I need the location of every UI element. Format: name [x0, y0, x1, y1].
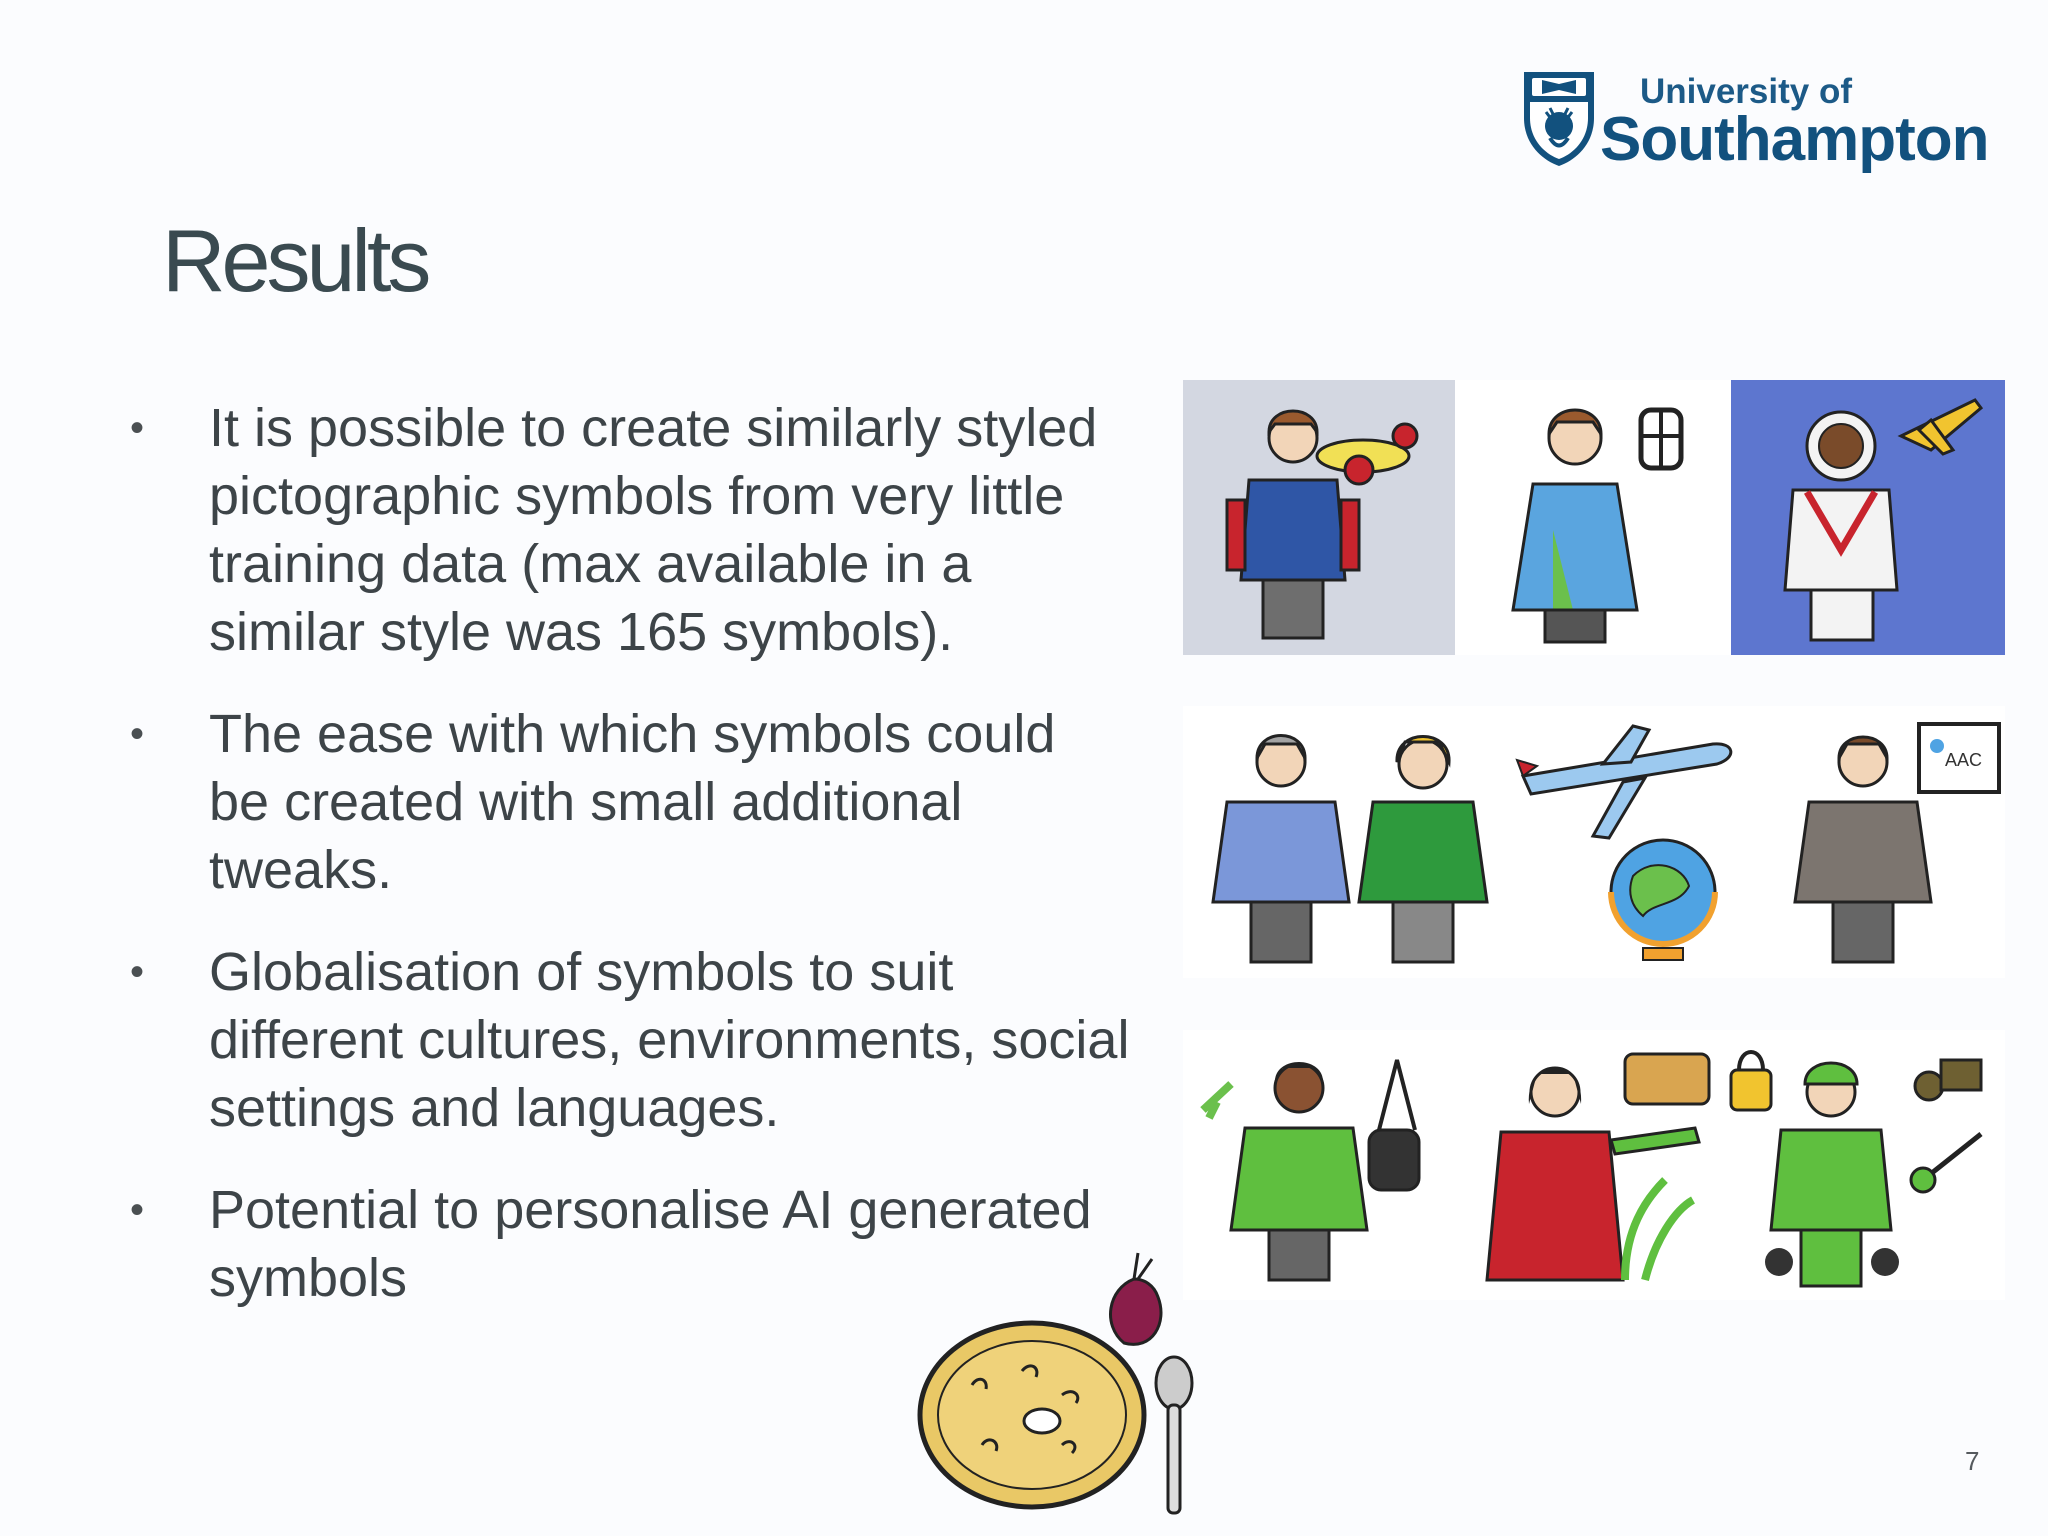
slide-title: Results: [162, 211, 428, 310]
university-logo: [1520, 68, 1990, 172]
bullet-text: The ease with which symbols could be created with small additional tweaks.: [209, 704, 1056, 900]
bullet-item: [130, 700, 1130, 904]
bullet-marker: •: [130, 1188, 145, 1232]
results-bullet-list: [130, 394, 1130, 1346]
bullet-marker: •: [130, 950, 145, 994]
person-with-tools-pictogram: [1727, 1030, 2005, 1300]
bullet-item: [130, 938, 1130, 1142]
plane-and-globe-pictogram: [1513, 706, 1753, 978]
logo-university-of: University of: [1640, 72, 1852, 111]
woman-with-wood-pictogram: [1455, 1030, 1727, 1300]
bullet-marker: •: [130, 406, 145, 450]
bullet-marker: •: [130, 712, 145, 756]
bullet-item: [130, 394, 1130, 666]
aac-label: AAC: [1945, 750, 1983, 770]
pictogram-gallery: [1183, 380, 2005, 1320]
pictogram-row-3: [1183, 1030, 2005, 1300]
logo-southampton: Southampton: [1600, 105, 1989, 174]
page-number: 7: [1965, 1446, 1980, 1476]
person-with-bag-pictogram: [1183, 1030, 1455, 1300]
bullet-text: Globalisation of symbols to suit different cultures, environments, social settings and languages.: [209, 942, 1130, 1138]
person-with-car-pictogram: [1183, 380, 1455, 655]
shield-crest-icon: [1520, 68, 1598, 168]
man-with-aac-screen-pictogram: [1753, 706, 2005, 978]
person-with-backpack-pictogram: [1457, 380, 1729, 655]
astronaut-with-plane-pictogram: [1731, 380, 2005, 655]
two-people-pictogram: [1183, 706, 1513, 978]
food-bowl-pictogram: [912, 1245, 1202, 1520]
pictogram-row-2: [1183, 706, 2005, 978]
pictogram-row-1: [1183, 380, 2005, 655]
bullet-text: Potential to personalise AI generated symbols: [209, 1180, 1092, 1308]
bullet-text: It is possible to create similarly styled pictographic symbols from very little training data (max available in a similar style was 165 symbols).: [209, 398, 1098, 662]
